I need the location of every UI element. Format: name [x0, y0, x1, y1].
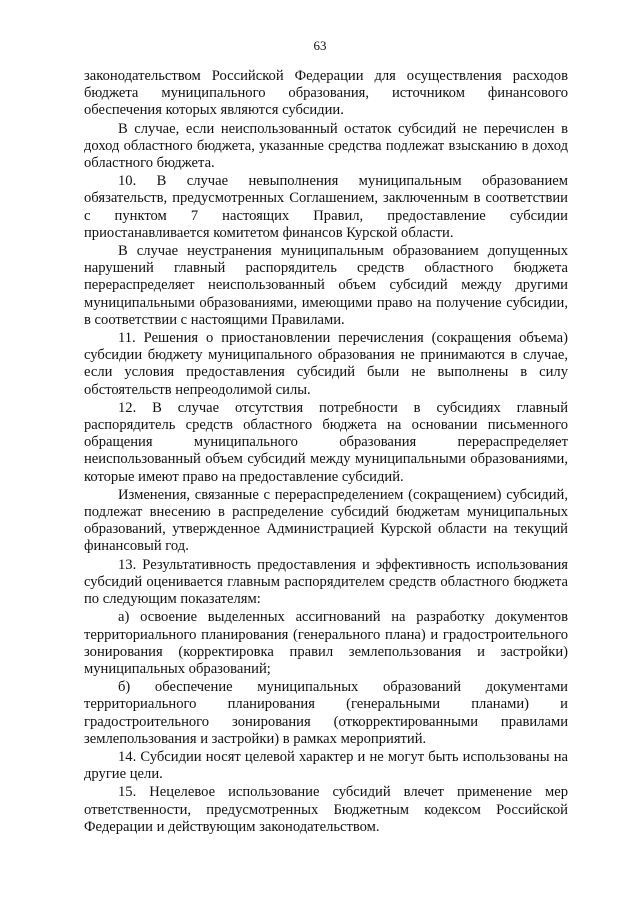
- paragraph-indicator-b: б) обеспечение муниципальных образований документами территориального планирования (генеральными планами) и градостроительного зонирования (откорректированными правилами землепользования и застройки) в рамках мероприятий.: [84, 679, 568, 747]
- paragraph-clause-10: 10. В случае невыполнения муниципальным образованием обязательств, предусмотренных Соглашением, заключенным в соответствии с пунктом 7 настоящих Правил, предоставление субсидии приостанавливается комитетом финансов Курской области.: [84, 173, 568, 241]
- paragraph-continuation: законодательством Российской Федерации для осуществления расходов бюджета муниципального образования, источником финансового обеспечения которых являются субсидии.: [84, 68, 568, 119]
- paragraph-indicator-a: а) освоение выделенных ассигнований на разработку документов территориального планирования (генерального плана) и градостроительного зонирования (корректировка правил землепользования и застройки) муниципальных образований;: [84, 609, 568, 677]
- paragraph-unspent-balance: В случае, если неиспользованный остаток субсидий не перечислен в доход областного бюджета, указанные средства подлежат взысканию в доход областного бюджета.: [84, 120, 568, 172]
- paragraph-clause-12: 12. В случае отсутствия потребности в субсидиях главный распорядитель средств областного бюджета на основании письменного обращения муниципального образования перераспределяет неиспользованный объем субсидий между муниципальными образованиями, которые имеют право на предоставление субсидий.: [84, 399, 568, 485]
- paragraph-redistribution: В случае неустранения муниципальным образованием допущенных нарушений главный распорядитель средств областного бюджета перераспределяет неиспользованный объем субсидий между другими муниципальными образованиями, имеющими право на получение субсидии, в соответствии с настоящими Правилами.: [84, 243, 568, 328]
- document-body: [84, 68, 568, 836]
- page-number: 63: [313, 38, 327, 53]
- paragraph-clause-11: 11. Решения о приостановлении перечисления (сокращения объема) субсидии бюджету муниципального образования не принимаются в случае, если условия предоставления субсидий были не выполнены в силу обстоятельств непреодолимой силы.: [84, 330, 568, 398]
- paragraph-changes: Изменения, связанные с перераспределением (сокращением) субсидий, подлежат внесению в распределение субсидий бюджетам муниципальных образований, утвержденное Администрацией Курской области на текущий финансовый год.: [84, 486, 568, 555]
- paragraph-clause-14: 14. Субсидии носят целевой характер и не могут быть использованы на другие цели.: [84, 748, 568, 783]
- paragraph-clause-13: 13. Результативность предоставления и эффективность использования субсидий оценивается главным распорядителем средств областного бюджета по следующим показателям:: [84, 556, 568, 608]
- paragraph-clause-15: 15. Нецелевое использование субсидий влечет применение мер ответственности, предусмотренных Бюджетным кодексом Российской Федерации и действующим законодательством.: [84, 784, 568, 835]
